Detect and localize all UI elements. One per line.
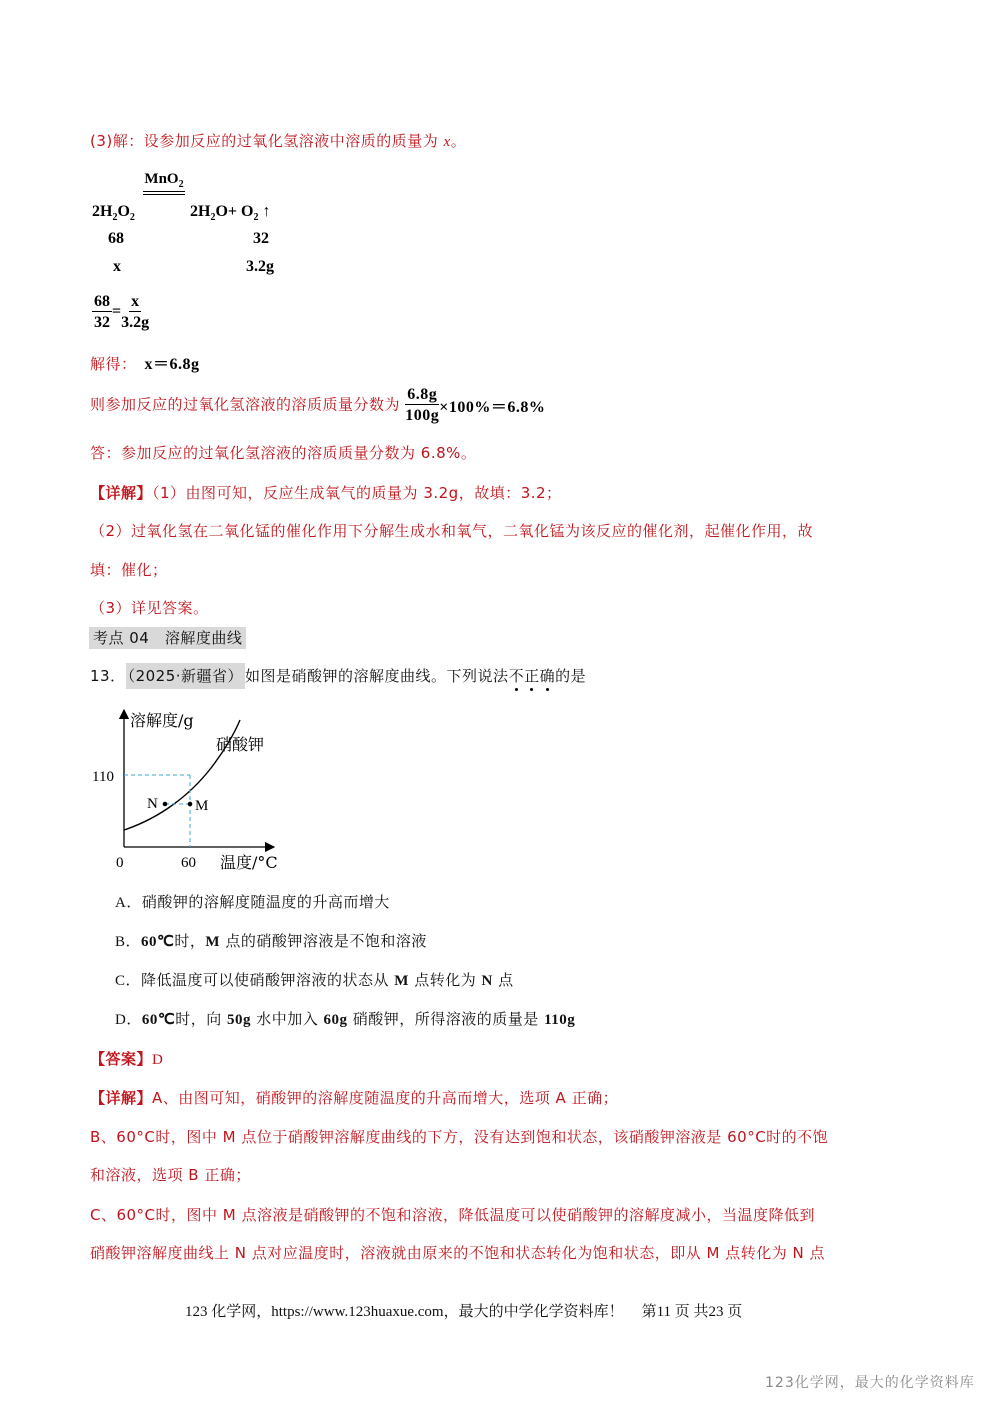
option-text: 点转化为 [408, 971, 482, 989]
option-text: 110g [544, 1012, 576, 1028]
fraction-line: 则参加反应的过氧化氢溶液的溶质质量分数为 $\frac{6.8g}{100g}$ ×100%＝6.8% [90, 386, 546, 424]
catalyst-label [143, 170, 185, 195]
catalyst-sub: 2 [178, 179, 184, 190]
answer-value: D [152, 1052, 164, 1068]
emphasis-char: 正 [524, 667, 540, 685]
option-letter: B． [115, 934, 142, 950]
question-number: 13． [90, 667, 126, 685]
option-d[interactable] [115, 1008, 575, 1029]
option-text: 硝酸钾，所得溶液的质量是 [347, 1010, 545, 1028]
point-n [163, 802, 168, 807]
option-text: 50g [226, 1012, 251, 1028]
answer-line: 答：参加反应的过氧化氢溶液的溶质质量分数为 6.8%。 [90, 444, 477, 462]
option-text: 点 [492, 971, 514, 989]
equation-reactant: $2H_2O_2$ [92, 203, 135, 224]
option-text: 60g [323, 1012, 348, 1028]
option-text: 点的硝酸钾溶液是不饱和溶液 [220, 932, 427, 950]
gas-arrow-icon: ↑ [262, 203, 271, 220]
known-product: 3.2g [246, 258, 274, 275]
page-number: 第11 页 共23 页 [641, 1304, 743, 1320]
detail2-line-c2: 硝酸钾溶解度曲线上 N 点对应温度时，溶液就由原来的不饱和状态转化为饱和状态，即从 M 点转化为 N 点 [90, 1244, 825, 1262]
option-text: 硝酸钾的溶解度随温度的升高而增大 [141, 893, 390, 911]
detail1-line3: （3）详见答案。 [90, 599, 209, 617]
label-m: M [195, 798, 209, 814]
intro-var: x [443, 134, 451, 150]
label-n: N [147, 796, 158, 812]
equation-products: $2H_2O+ O_2$ ↑ [190, 203, 271, 224]
option-text: 时， [174, 932, 206, 950]
detail1-line2a: （2）过氧化氢在二氧化锰的催化作用下分解生成水和氧气，二氧化锰为该反应的催化剂，起催化作用，故 [90, 522, 814, 540]
detail1-line2b: 填：催化； [90, 561, 168, 579]
x-axis-label: 温度/°C [220, 853, 278, 872]
x-tick-60: 60 [181, 855, 196, 871]
solve-line: 解得： x＝6.8g [90, 355, 200, 373]
catalyst-text: MnO [144, 171, 179, 187]
option-text: 时，向 [175, 1010, 227, 1028]
intro-text: (3)解：设参加反应的过氧化氢溶液中溶质的质量为 [90, 132, 444, 150]
answer-block: 【答案】D [90, 1050, 164, 1068]
detail1-line1: 【详解】（1）由图可知，反应生成氧气的质量为 3.2g，故填：3.2； [90, 484, 562, 502]
question-stem: 13． （2025·新疆省） 如图是硝酸钾的溶解度曲线。下列说法不正确的是 [90, 665, 586, 686]
detail2-line-b1: B、60°C时，图中 M 点位于硝酸钾溶解度曲线的下方，没有达到饱和状态，该硝酸钾溶液是 60°C时的不饱 [90, 1128, 829, 1146]
option-text: M [205, 934, 221, 950]
y-axis-label: 溶解度/g [130, 711, 194, 730]
point-m [188, 802, 193, 807]
intro-suffix: 。 [450, 132, 467, 150]
question-source: （2025·新疆省） [126, 663, 245, 689]
detail2-line-c1: C、60°C时，图中 M 点溶液是硝酸钾的不饱和溶液，降低温度可以使硝酸钾的溶解度减小，当温度降低到 [90, 1206, 816, 1224]
detail2-line-a: 【详解】A、由图可知，硝酸钾的溶解度随温度的升高而增大，选项 A 正确； [90, 1089, 619, 1107]
option-text: 60℃ [141, 1012, 176, 1028]
curve-label: 硝酸钾 [216, 735, 265, 754]
section-title: 考点 04 溶解度曲线 [89, 627, 246, 648]
mass-product: 32 [253, 230, 269, 247]
option-letter: C． [115, 973, 142, 989]
option-text: 水中加入 [250, 1010, 324, 1028]
unknown-reactant: x [113, 258, 121, 275]
reaction-double-line [143, 191, 185, 195]
option-text: M [394, 973, 409, 989]
proportion: $\frac{68}{32}$ = $\frac{x}{3.2g}$ [94, 293, 150, 331]
page-footer [185, 1300, 742, 1321]
footer-site: 123 化学网，https://www.123huaxue.com，最大的中学化学资料库！ [185, 1304, 624, 1320]
emphasis-char: 不 [508, 667, 525, 685]
y-tick-110: 110 [92, 769, 114, 785]
mass-reactant: 68 [108, 230, 124, 247]
option-letter: D． [115, 1012, 142, 1028]
option-text: 60℃ [141, 934, 175, 950]
option-b[interactable] [115, 930, 427, 951]
x-tick-0: 0 [116, 855, 124, 871]
watermark: 123化学网，最大的化学资料库 [765, 1375, 975, 1391]
detail2-line-b2: 和溶液，选项 B 正确； [90, 1166, 251, 1184]
option-c[interactable] [115, 969, 514, 990]
option-a[interactable] [115, 891, 390, 912]
option-text: 降低温度可以使硝酸钾溶液的状态从 [141, 971, 395, 989]
option-text: N [481, 973, 493, 989]
emphasis-char: 确 [539, 667, 556, 685]
option-letter: A． [115, 895, 142, 911]
solubility-figure [90, 700, 300, 880]
part3-intro [90, 130, 466, 151]
